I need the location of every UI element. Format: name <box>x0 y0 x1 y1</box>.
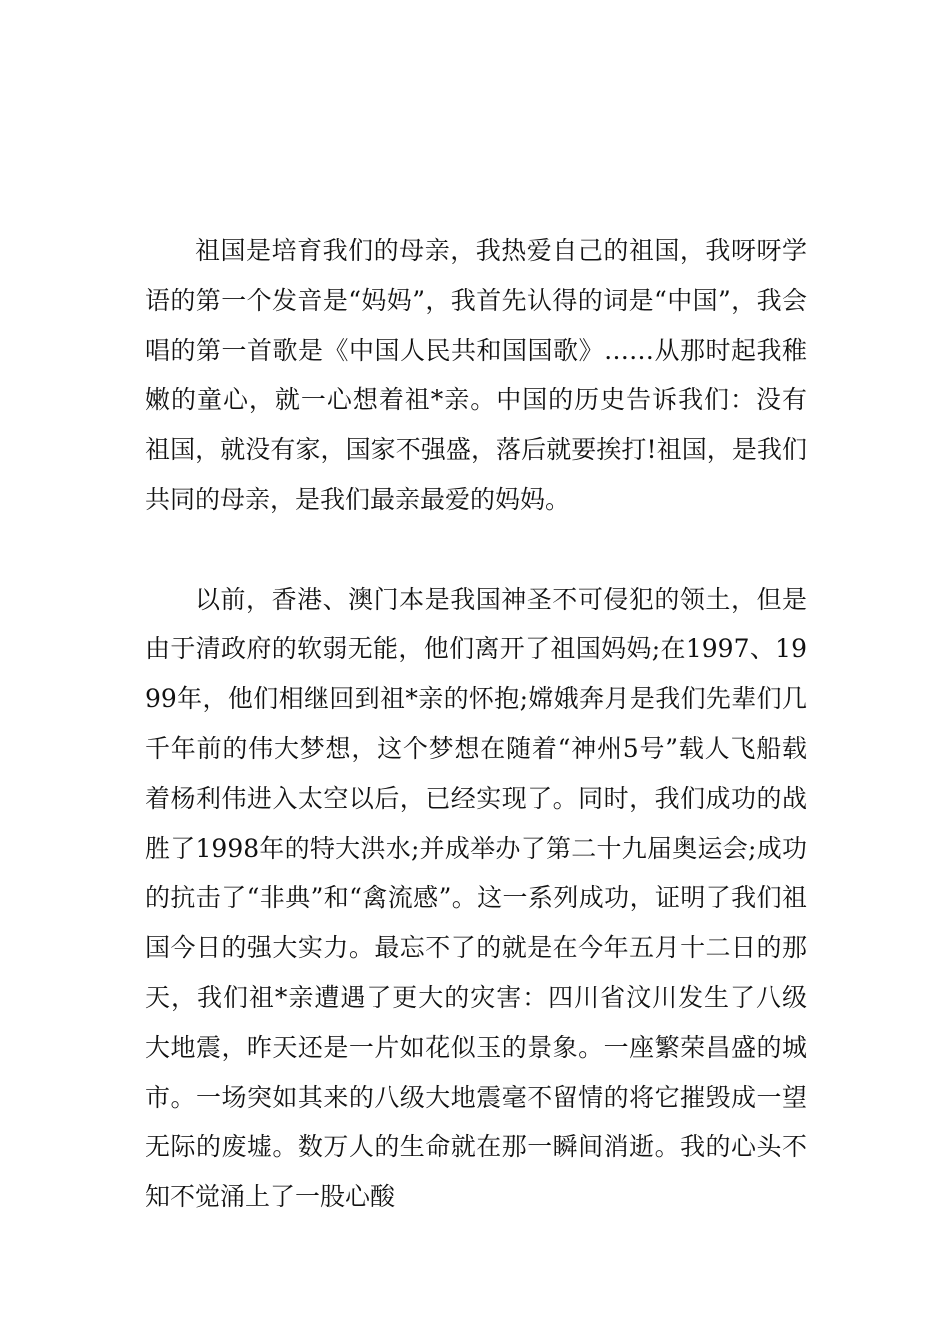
paragraph-1: 祖国是培育我们的母亲，我热爱自己的祖国，我呀呀学语的第一个发音是“妈妈”，我首先认得的词是“中国”，我会唱的第一首歌是《中国人民共和国国歌》……从那时起我稚嫩的童心，就一心想着祖*亲。中国的历史告诉我们：没有祖国，就没有家，国家不强盛，落后就要挨打!祖国，是我们共同的母亲，是我们最亲最爱的妈妈。 <box>145 236 807 514</box>
paragraph-2: 以前，香港、澳门本是我国神圣不可侵犯的领土，但是由于清政府的软弱无能，他们离开了祖国妈妈;在1997、1999年，他们相继回到祖*亲的怀抱;嫦娥奔月是我们先辈们几千年前的伟大梦想，这个梦想在随着“神州5号”载人飞船载着杨利伟进入太空以后，已经实现了。同时，我们成功的战胜了1998年的特大洪水;并成举办了第二十九届奥运会;成功的抗击了“非典”和“禽流感”。这一系列成功，证明了我们祖国今日的强大实力。最忘不了的就是在今年五月十二日的那天，我们祖*亲遭遇了更大的灾害：四川省汶川发生了八级大地震，昨天还是一片如花似玉的景象。一座繁荣昌盛的城市。一场突如其来的八级大地震毫不留情的将它摧毁成一望无际的废墟。数万人的生命就在那一瞬间消逝。我的心头不知不觉涌上了一股心酸 <box>145 584 807 1212</box>
document-body <box>145 226 807 1222</box>
